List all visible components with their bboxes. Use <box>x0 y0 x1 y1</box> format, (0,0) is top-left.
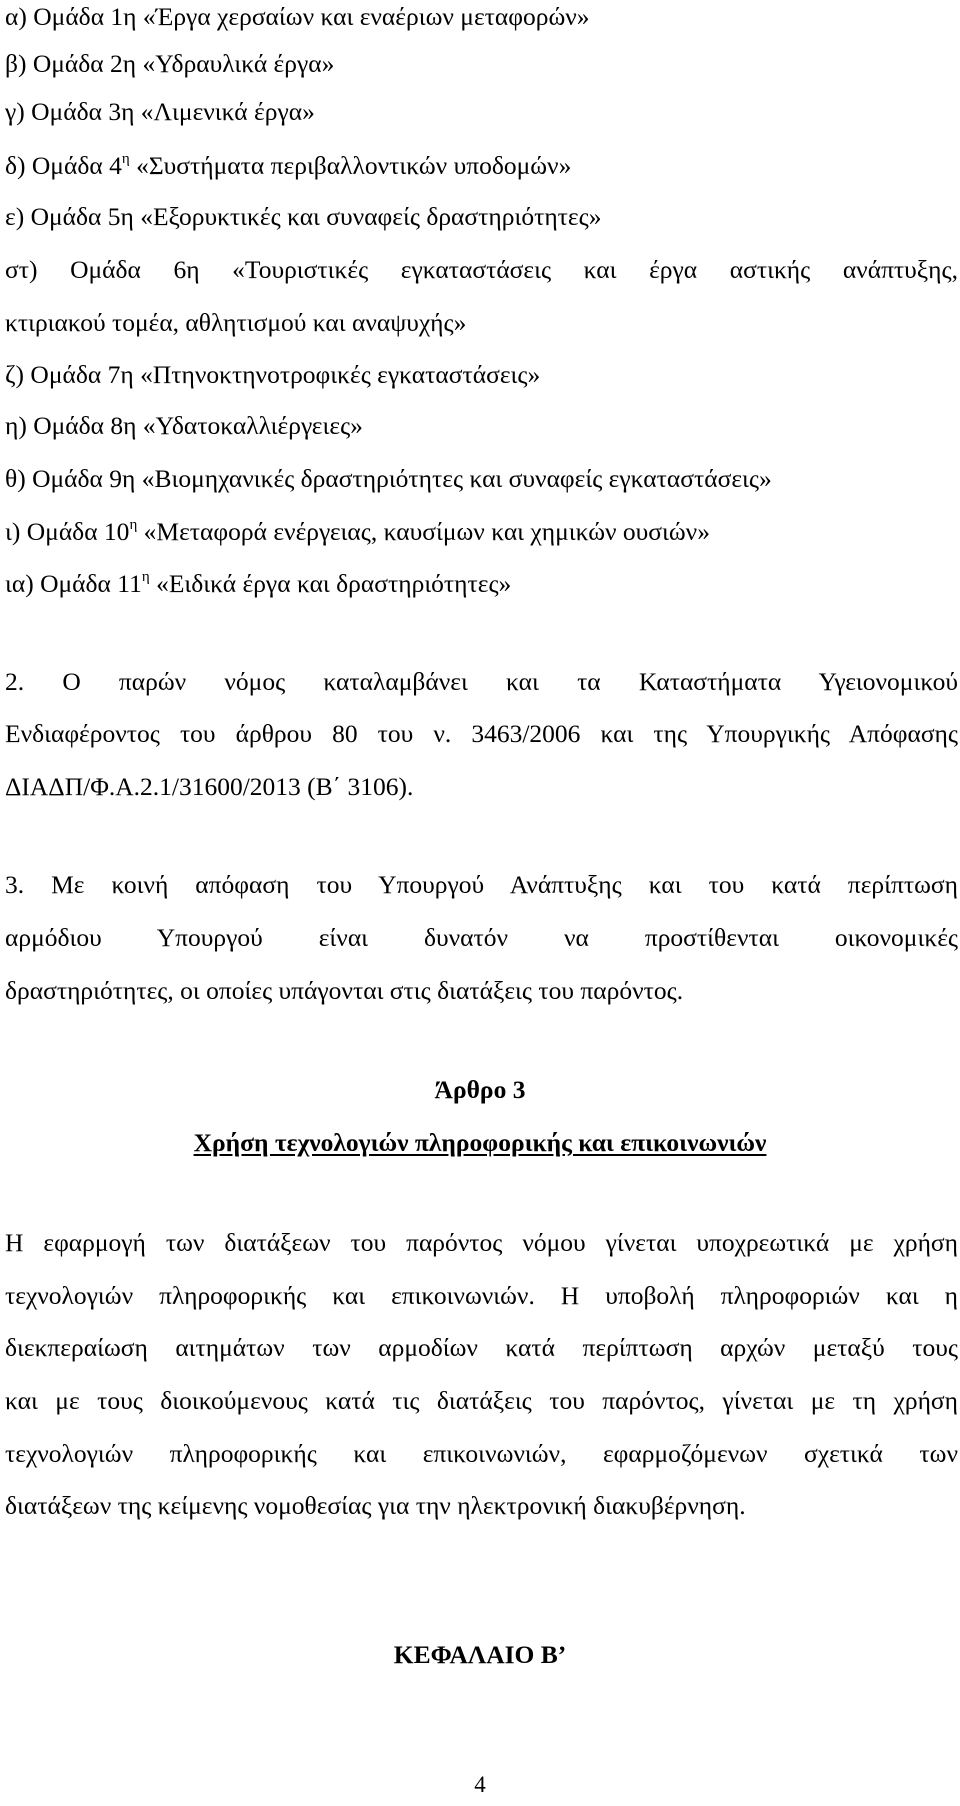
paragraph-3-line: 3. Με κοινή απόφαση του Υπουργού Ανάπτυξης και του κατά περίπτωση <box>5 870 958 899</box>
list-item: β) Ομάδα 2η «Υδραυλικά έργα» <box>5 49 335 78</box>
list-item-continuation: κτιριακού τομέα, αθλητισμού και αναψυχής» <box>5 308 467 337</box>
article-number: Άρθρο 3 <box>434 1075 526 1104</box>
chapter-heading: ΚΕΦΑΛΑΙΟ Β’ <box>393 1640 567 1669</box>
list-item: δ) Ομάδα $4^\eta$ «Συστήματα περιβαλλοντικών υποδομών» <box>5 151 572 180</box>
article-body-line: τεχνολογιών πληροφορικής και επικοινωνιών, εφαρμοζόμενων σχετικά των <box>5 1439 958 1468</box>
article-body-line: τεχνολογιών πληροφορικής και επικοινωνιών. Η υποβολή πληροφοριών και η <box>5 1281 958 1310</box>
list-item: θ) Ομάδα 9η «Βιομηχανικές δραστηριότητες και συναφείς εγκαταστάσεις» <box>5 464 772 493</box>
page-number: 4 <box>474 1772 486 1797</box>
paragraph-2-line: ΔΙΑΔΠ/Φ.Α.2.1/31600/2013 (Β΄ 3106). <box>5 772 414 801</box>
list-item: ζ) Ομάδα 7η «Πτηνοκτηνοτροφικές εγκαταστάσεις» <box>5 360 541 389</box>
list-item: η) Ομάδα 8η «Υδατοκαλλιέργειες» <box>5 411 363 440</box>
paragraph-3-line: δραστηριότητες, οι οποίες υπάγονται στις διατάξεις του παρόντος. <box>5 976 684 1005</box>
article-title: Χρήση τεχνολογιών πληροφορικής και επικοινωνιών <box>193 1128 767 1157</box>
article-body-line: διατάξεων της κείμενης νομοθεσίας για την ηλεκτρονική διακυβέρνηση. <box>5 1491 746 1520</box>
paragraph-3-line: αρμόδιου Υπουργού είναι δυνατόν να προστίθενται οικονομικές <box>5 923 958 952</box>
article-body-line: διεκπεραίωση αιτημάτων των αρμοδίων κατά περίπτωση αρχών μεταξύ τους <box>5 1333 958 1362</box>
list-item: ι) Ομάδα $10^\eta$ «Μεταφορά ενέργειας, καυσίμων και χημικών ουσιών» <box>5 517 710 546</box>
list-item: ια) Ομάδα $11^\eta$ «Ειδικά έργα και δραστηριότητες» <box>5 569 512 598</box>
paragraph-2-line: Ενδιαφέροντος του άρθρου 80 του ν. 3463/2006 και της Υπουργικής Απόφασης <box>5 719 958 748</box>
list-item: ε) Ομάδα 5η «Εξορυκτικές και συναφείς δραστηριότητες» <box>5 202 602 231</box>
article-body-line: Η εφαρμογή των διατάξεων του παρόντος νόμου γίνεται υποχρεωτικά με χρήση <box>5 1228 958 1257</box>
list-item: α) Ομάδα 1η «Έργα χερσαίων και εναέριων μεταφορών» <box>5 2 590 31</box>
paragraph-2-line: 2. Ο παρών νόμος καταλαμβάνει και τα Καταστήματα Υγειονομικού <box>5 667 958 696</box>
list-item: γ) Ομάδα 3η «Λιμενικά έργα» <box>5 97 315 126</box>
article-body-line: και με τους διοικούμενους κατά τις διατάξεις του παρόντος, γίνεται με τη χρήση <box>5 1386 958 1415</box>
list-item: στ) Ομάδα 6η «Τουριστικές εγκαταστάσεις και έργα αστικής ανάπτυξης, <box>5 255 958 284</box>
